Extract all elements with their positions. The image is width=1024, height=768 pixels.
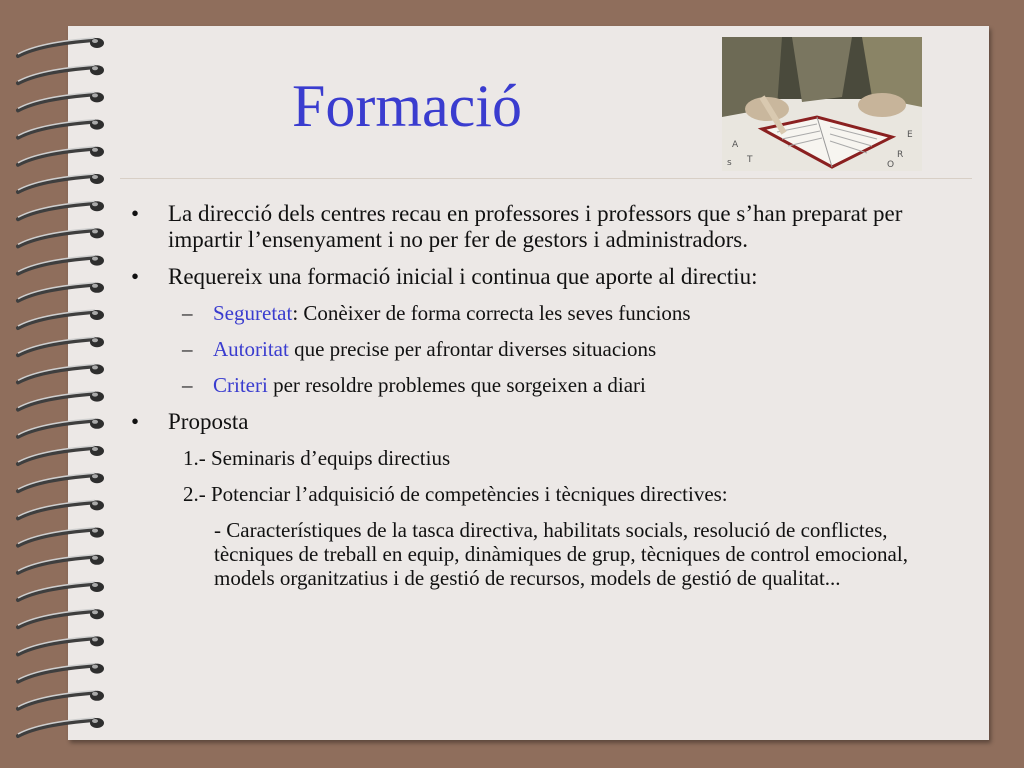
- bullet-item: • La direcció dels centres recau en professores i professors que s’han preparat per impartir l’ensenyament i no per fer de gestors i administradors.: [128, 201, 968, 253]
- spiral-coil: [18, 65, 104, 83]
- spiral-coil: [18, 419, 104, 437]
- spiral-coil: [18, 201, 104, 219]
- slide-body: [128, 201, 968, 590]
- spiral-coil: [18, 147, 104, 165]
- bullet-item-proposal: • Proposta: [128, 409, 968, 435]
- spiral-coil: [18, 446, 104, 464]
- sub-bullet-item: [128, 373, 968, 397]
- spiral-coil: [18, 473, 104, 491]
- slide-title: Formació: [292, 73, 522, 139]
- spiral-coil: [18, 718, 104, 736]
- proposal-detail: - Característiques de la tasca directiva, habilitats socials, resolució de conflictes, tècniques de treball en equip, dinàmiques de grup, tècniques de control emocional, models organitzatius i de gestió de recursos, models de gestió de qualitat...: [214, 518, 908, 590]
- spiral-coil: [18, 500, 104, 518]
- sub-bullet-text: : Conèixer de forma correcta les seves funcions: [292, 301, 691, 325]
- spiral-coil: [18, 228, 104, 246]
- svg-text:A: A: [732, 140, 739, 150]
- bullet-item: • Requereix una formació inicial i continua que aporte al directiu:: [128, 264, 968, 290]
- title-divider: [120, 178, 972, 179]
- keyword: Criteri: [213, 373, 268, 397]
- sub-bullet-item: [128, 301, 968, 325]
- keyword: Seguretat: [213, 301, 293, 325]
- spiral-coil: [18, 691, 104, 709]
- proposal-item: 1.- Seminaris d’equips directius: [183, 446, 451, 470]
- svg-text:O: O: [887, 160, 895, 170]
- spiral-binding: [0, 0, 120, 768]
- spiral-coil: [18, 664, 104, 682]
- spiral-coil: [18, 120, 104, 138]
- spiral-coil: [18, 392, 104, 410]
- proposal-item: 2.- Potenciar l’adquisició de competències i tècniques directives:: [183, 482, 728, 506]
- sub-bullet-text: que precise per afrontar diverses situacions: [288, 337, 657, 361]
- spiral-coil: [18, 528, 104, 546]
- keyword: Autoritat: [213, 337, 289, 361]
- spiral-coil: [18, 636, 104, 654]
- svg-text:T: T: [747, 155, 753, 165]
- spiral-coil: [18, 283, 104, 301]
- spiral-coil: [18, 38, 104, 56]
- spiral-coil: [18, 310, 104, 328]
- spiral-coil: [18, 256, 104, 274]
- svg-text:R: R: [897, 150, 904, 160]
- spiral-coil: [18, 174, 104, 192]
- spiral-coil: [18, 582, 104, 600]
- spiral-coil: [18, 364, 104, 382]
- sub-bullet-item: [128, 337, 968, 361]
- book-photo: [722, 37, 922, 171]
- spiral-coil: [18, 92, 104, 110]
- sub-bullet-text: per resoldre problemes que sorgeixen a diari: [267, 373, 646, 397]
- svg-text:s: s: [727, 158, 732, 168]
- svg-text:E: E: [907, 130, 913, 140]
- spiral-coil: [18, 609, 104, 627]
- spiral-coil: [18, 337, 104, 355]
- spiral-coil: [18, 555, 104, 573]
